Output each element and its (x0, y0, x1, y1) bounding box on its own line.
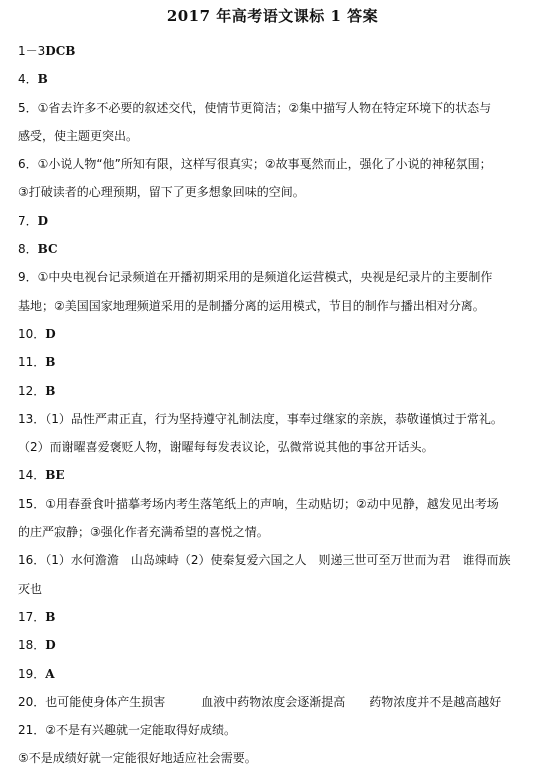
answer-line (18, 150, 538, 178)
answer-line (18, 518, 538, 546)
answer-line (18, 377, 538, 405)
answer-text: BE (45, 468, 65, 483)
answer-line (18, 490, 538, 518)
answer-text: A (45, 666, 55, 681)
answer-line (18, 603, 538, 631)
answer-line (18, 461, 538, 489)
answer-text: D (45, 638, 56, 653)
answer-text: 的庄严寂静；③强化作者充满希望的喜悦之情。 (18, 525, 269, 540)
question-number: 21． (18, 723, 46, 738)
question-number: 14． (18, 468, 46, 483)
answer-line (18, 433, 538, 461)
answer-text: （2）而谢曜喜爱褒贬人物，谢曜每每发表议论，弘微常说其他的事岔开话头。 (18, 440, 434, 455)
answer-line (18, 292, 538, 320)
answer-line (18, 263, 538, 291)
answer-text: ②不是有兴趣就一定能取得好成绩。 (45, 723, 237, 738)
question-number: 13． (18, 411, 46, 426)
answer-text: ①小说人物“他”所知有限，这样写很真实；②故事戛然而止，强化了小说的神秘氛围； (37, 157, 492, 172)
answer-line (18, 348, 538, 376)
answer-text: 基地；②美国国家地理频道采用的是制播分离的运用模式，节目的制作与播出相对分离。 (18, 298, 485, 313)
answer-line (18, 688, 538, 716)
answer-line (18, 575, 538, 603)
question-number: 20． (18, 694, 46, 709)
answer-line (18, 546, 538, 574)
answer-line (18, 122, 538, 150)
answer-text: ③打破读者的心理预期，留下了更多想象回味的空间。 (18, 185, 305, 200)
answer-text: D (45, 326, 56, 341)
answer-text: ①用春蚕食叶描摹考场内考生落笔纸上的声响，生动贴切；②动中见静，越发见出考场 (45, 496, 499, 511)
answer-line (18, 65, 538, 93)
answer-line (18, 178, 538, 206)
question-number: 7． (18, 213, 38, 228)
answer-text: 灭也 (18, 581, 43, 596)
page-title: 2017 年高考语文课标 1 答案 (166, 7, 379, 25)
answer-line (18, 716, 538, 744)
question-number: 5． (18, 100, 38, 115)
question-number: 9． (18, 270, 38, 285)
question-number: 19． (18, 666, 46, 681)
answer-text: 感受，使主题更突出。 (18, 128, 139, 143)
answer-line (18, 94, 538, 122)
question-number: 1－3 (18, 44, 46, 58)
answer-text: ①省去许多不必要的叙述交代，使情节更简洁；②集中描写人物在特定环境下的状态与 (37, 100, 492, 115)
answer-text: （1）水何澹澹 山岛竦峙（2）使秦复爱六国之人 则递三世可至万世而为君 谁得而族 (45, 553, 511, 568)
answer-line (18, 207, 538, 235)
answer-line (18, 744, 538, 772)
answer-text: DCB (45, 44, 76, 58)
answer-line (18, 320, 538, 348)
answer-line (18, 660, 538, 688)
question-number: 4． (18, 72, 38, 87)
answer-text: 也可能使身体产生损害 血液中药物浓度会逐渐提高 药物浓度并不是越高越好 (45, 694, 502, 709)
question-number: 17． (18, 609, 46, 624)
answer-line (18, 405, 538, 433)
question-number: 8． (18, 242, 38, 257)
answer-text: B (37, 72, 48, 87)
answer-line (18, 235, 538, 263)
question-number: 16． (18, 553, 46, 568)
answer-text: ①中央电视台记录频道在开播初期采用的是频道化运营模式，央视是纪录片的主要制作 (37, 270, 493, 285)
answer-text: （1）品性严肃正直，行为坚持遵守礼制法度，事奉过继家的亲族，恭敬谨慎过于常礼。 (45, 411, 503, 426)
answer-line (18, 37, 538, 65)
answer-text: B (45, 383, 56, 398)
answer-line (18, 631, 538, 659)
answer-list (18, 37, 538, 773)
question-number: 12． (18, 383, 46, 398)
question-number: 6． (18, 157, 38, 172)
answer-text: ⑤不是成绩好就一定能很好地适应社会需要。 (18, 751, 257, 766)
answer-text: B (45, 609, 56, 624)
answer-text: D (37, 213, 49, 228)
answer-text: BC (37, 242, 58, 257)
question-number: 11． (18, 355, 46, 370)
question-number: 10． (18, 326, 46, 341)
question-number: 15． (18, 496, 46, 511)
question-number: 18． (18, 638, 46, 653)
answer-text: B (45, 355, 56, 370)
